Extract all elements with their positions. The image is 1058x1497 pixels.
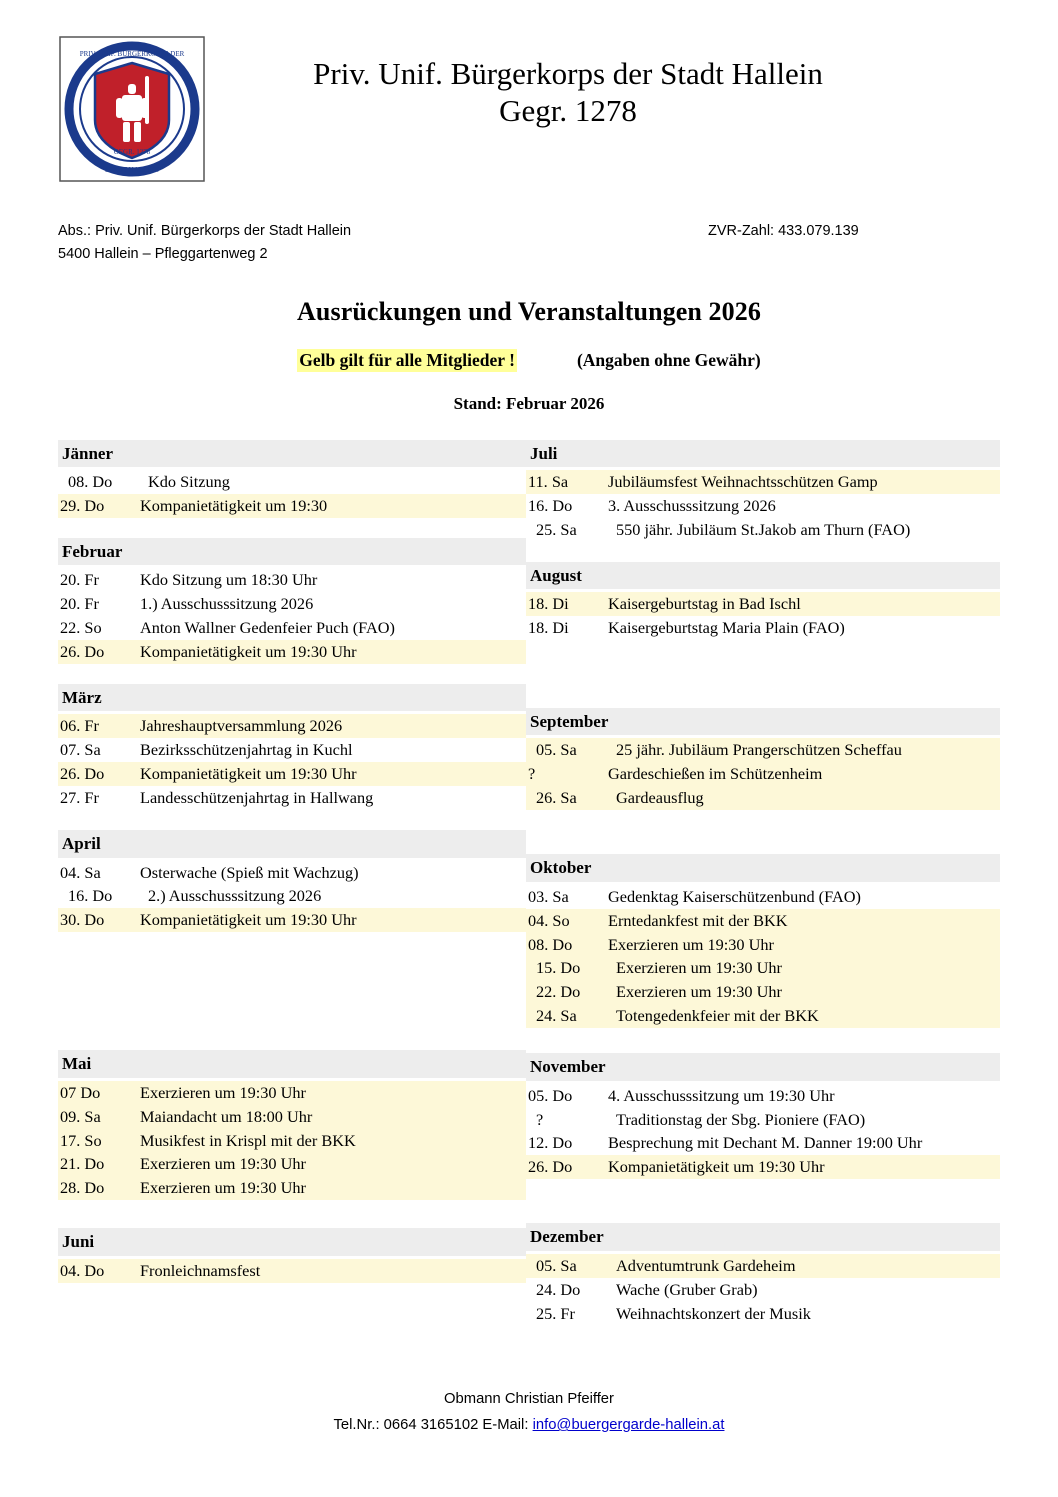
event-list	[58, 467, 526, 518]
sender-line-2: 5400 Hallein – Pfleggartenweg 2	[58, 246, 268, 263]
event-text: Gardeausflug	[616, 788, 704, 808]
event-text: Kompanietätigkeit um 19:30 Uhr	[140, 642, 357, 662]
list-item	[526, 494, 1000, 518]
event-date: 26. Sa	[536, 788, 577, 808]
event-date: 18. Di	[528, 618, 569, 638]
list-item	[526, 1108, 1000, 1132]
event-text: Osterwache (Spieß mit Wachzug)	[140, 862, 359, 882]
event-text: Exerzieren um 19:30 Uhr	[608, 934, 774, 954]
event-text: Jubiläumsfest Weihnachtsschützen Gamp	[608, 472, 878, 492]
list-item	[58, 908, 526, 932]
event-text: Exerzieren um 19:30 Uhr	[616, 982, 782, 1002]
list-item	[58, 1081, 526, 1105]
event-date: ?	[536, 1109, 544, 1129]
event-text: Maiandacht um 18:00 Uhr	[140, 1106, 313, 1126]
event-text: Musikfest in Krispl mit der BKK	[140, 1130, 356, 1150]
list-item	[58, 1105, 526, 1129]
disclaimer-note: (Angaben ohne Gewähr)	[576, 349, 761, 370]
list-item	[526, 470, 1000, 494]
list-item	[526, 1254, 1000, 1278]
svg-text:GEGR. 1278: GEGR. 1278	[113, 148, 151, 156]
event-date: 27. Fr	[60, 788, 99, 808]
header-titles	[206, 34, 1000, 129]
highlight-legend: Gelb gilt für alle Mitglieder !	[299, 349, 515, 370]
event-text: Wache (Gruber Grab)	[616, 1279, 758, 1299]
event-text: Bezirksschützenjahrtag in Kuchl	[140, 740, 353, 760]
month-heading: April	[58, 830, 526, 857]
list-item	[58, 470, 526, 494]
event-text: Kompanietätigkeit um 19:30	[140, 496, 328, 516]
list-item	[58, 568, 526, 592]
event-text: Exerzieren um 19:30 Uhr	[140, 1154, 306, 1174]
event-text: Kaisergeburtstag in Bad Ischl	[608, 594, 801, 614]
event-list	[526, 1081, 1000, 1180]
month-block	[526, 440, 1000, 562]
list-item	[526, 786, 1000, 810]
event-date: 30. Do	[60, 910, 105, 930]
month-heading: August	[526, 562, 1000, 589]
event-list	[526, 1251, 1000, 1326]
event-text: 4. Ausschusssitzung um 19:30 Uhr	[608, 1085, 835, 1105]
event-date: 26. Do	[60, 642, 105, 662]
event-text: Landesschützenjahrtag in Hallwang	[140, 788, 374, 808]
footer-contact-prefix: Tel.Nr.: 0664 3165102 E-Mail:	[333, 1417, 533, 1434]
list-item	[58, 616, 526, 640]
event-list	[58, 858, 526, 933]
document-header	[58, 34, 1000, 182]
month-heading: Juni	[58, 1228, 526, 1255]
event-date: 03. Sa	[528, 886, 569, 906]
event-text: Jahreshauptversammlung 2026	[140, 716, 343, 736]
event-date: 26. Do	[528, 1157, 573, 1177]
event-date: 16. Do	[528, 496, 573, 516]
organisation-name: Priv. Unif. Bürgerkorps der Stadt Hallein	[313, 56, 823, 91]
event-date: 22. So	[60, 618, 102, 638]
founding-year: Gegr. 1278	[499, 92, 637, 128]
month-block	[58, 830, 526, 1050]
event-list	[58, 1078, 526, 1201]
event-list	[526, 589, 1000, 640]
event-date: 05. Sa	[536, 1255, 577, 1275]
month-heading: Mai	[58, 1050, 526, 1077]
event-text: 25 jähr. Jubiläum Prangerschützen Scheffau	[616, 740, 902, 760]
event-date: 25. Fr	[536, 1303, 575, 1323]
event-date: 12. Do	[528, 1133, 573, 1153]
event-date: 11. Sa	[528, 472, 569, 492]
list-item	[58, 592, 526, 616]
month-block	[58, 684, 526, 830]
svg-text:STADT HALLEIN: STADT HALLEIN	[105, 166, 159, 174]
document-footer	[0, 1387, 1058, 1439]
list-item	[58, 861, 526, 885]
sender-line-1: Abs.: Priv. Unif. Bürgerkorps der Stadt Hallein	[58, 223, 352, 239]
crest-icon	[58, 34, 206, 182]
list-item	[526, 1131, 1000, 1155]
month-heading: März	[58, 684, 526, 711]
event-date: 07 Do	[60, 1082, 101, 1102]
event-date: 20. Fr	[60, 594, 99, 614]
event-date: 06. Fr	[60, 716, 99, 736]
event-list	[58, 711, 526, 810]
event-date: 09. Sa	[60, 1106, 101, 1126]
event-text: Exerzieren um 19:30 Uhr	[140, 1178, 306, 1198]
event-text: 3. Ausschusssitzung 2026	[608, 496, 776, 516]
list-item	[526, 933, 1000, 957]
event-date: ?	[528, 764, 536, 784]
event-date: 17. So	[60, 1130, 102, 1150]
event-text: Exerzieren um 19:30 Uhr	[140, 1082, 306, 1102]
list-item	[526, 518, 1000, 542]
list-item	[526, 909, 1000, 933]
address-block	[58, 220, 1000, 267]
list-item	[526, 885, 1000, 909]
calendar-column-left	[58, 440, 526, 1326]
month-block	[58, 440, 526, 538]
list-item	[58, 786, 526, 810]
event-date: 08. Do	[528, 934, 573, 954]
list-item	[526, 1155, 1000, 1179]
month-heading: Jänner	[58, 440, 526, 467]
page-title: Ausrückungen und Veranstaltungen 2026	[297, 296, 761, 326]
email-link[interactable]: info@buergergarde-hallein.at	[532, 1417, 725, 1434]
list-item	[58, 1152, 526, 1176]
month-block	[526, 1223, 1000, 1325]
event-list	[526, 735, 1000, 810]
month-block	[526, 708, 1000, 854]
zvr-number: ZVR-Zahl: 433.079.139	[708, 223, 859, 239]
event-text: Kompanietätigkeit um 19:30 Uhr	[140, 764, 357, 784]
list-item	[526, 980, 1000, 1004]
list-item	[58, 884, 526, 908]
event-text: Adventumtrunk Gardeheim	[616, 1255, 796, 1275]
revision-date: Stand: Februar 2026	[453, 393, 605, 413]
event-text: Traditionstag der Sbg. Pioniere (FAO)	[616, 1109, 866, 1129]
list-item	[526, 616, 1000, 640]
month-heading: November	[526, 1053, 1000, 1080]
event-text: Totengedenkfeier mit der BKK	[616, 1006, 819, 1026]
list-item	[526, 592, 1000, 616]
event-date: 21. Do	[60, 1154, 105, 1174]
month-block	[526, 854, 1000, 1053]
event-text: 1.) Ausschusssitzung 2026	[140, 594, 314, 614]
event-text: Erntedankfest mit der BKK	[608, 910, 788, 930]
event-list	[58, 1256, 526, 1283]
event-text: Weihnachtskonzert der Musik	[616, 1303, 811, 1323]
list-item	[526, 1084, 1000, 1108]
event-text: Gardeschießen im Schützenheim	[608, 764, 823, 784]
event-date: 25. Sa	[536, 520, 577, 540]
event-date: 15. Do	[536, 958, 581, 978]
list-item	[526, 1278, 1000, 1302]
calendar-grid	[58, 440, 1000, 1326]
event-list	[526, 467, 1000, 542]
list-item	[58, 1259, 526, 1283]
event-date: 26. Do	[60, 764, 105, 784]
month-heading: Dezember	[526, 1223, 1000, 1250]
event-date: 24. Sa	[536, 1006, 577, 1026]
event-date: 05. Sa	[536, 740, 577, 760]
event-list	[58, 565, 526, 664]
event-date: 20. Fr	[60, 570, 99, 590]
list-item	[58, 640, 526, 664]
month-heading: Oktober	[526, 854, 1000, 881]
event-text: Kompanietätigkeit um 19:30 Uhr	[608, 1157, 825, 1177]
event-text: Kaisergeburtstag Maria Plain (FAO)	[608, 618, 845, 638]
list-item	[58, 714, 526, 738]
event-text: Fronleichnamsfest	[140, 1260, 261, 1280]
list-item	[58, 1129, 526, 1153]
event-text: 550 jähr. Jubiläum St.Jakob am Thurn (FAO)	[616, 520, 911, 540]
event-text: Kompanietätigkeit um 19:30 Uhr	[140, 910, 357, 930]
event-date: 05. Do	[528, 1085, 573, 1105]
month-block	[58, 1228, 526, 1282]
event-text: Kdo Sitzung	[148, 472, 230, 492]
footer-chairman: Obmann Christian Pfeiffer	[444, 1391, 614, 1408]
list-item	[526, 956, 1000, 980]
event-date: 04. So	[528, 910, 570, 930]
list-item	[526, 1004, 1000, 1028]
event-text: Anton Wallner Gedenfeier Puch (FAO)	[140, 618, 395, 638]
event-date: 28. Do	[60, 1178, 105, 1198]
month-block	[526, 562, 1000, 708]
month-heading: Februar	[58, 538, 526, 565]
event-date: 08. Do	[68, 472, 113, 492]
list-item	[58, 1176, 526, 1200]
event-text: Exerzieren um 19:30 Uhr	[616, 958, 782, 978]
event-list	[526, 882, 1000, 1029]
event-date: 16. Do	[68, 886, 113, 906]
event-date: 04. Sa	[60, 862, 101, 882]
list-item	[526, 1302, 1000, 1326]
calendar-column-right	[526, 440, 1000, 1326]
event-date: 18. Di	[528, 594, 569, 614]
list-item	[526, 762, 1000, 786]
event-date: 07. Sa	[60, 740, 101, 760]
month-block	[526, 1053, 1000, 1223]
month-block	[58, 538, 526, 684]
event-text: Gedenktag Kaiserschützenbund (FAO)	[608, 886, 861, 906]
event-date: 29. Do	[60, 496, 105, 516]
list-item	[526, 738, 1000, 762]
list-item	[58, 738, 526, 762]
month-heading: Juli	[526, 440, 1000, 467]
event-date: 22. Do	[536, 982, 581, 1002]
event-date: 24. Do	[536, 1279, 581, 1299]
event-date: 04. Do	[60, 1260, 105, 1280]
event-text: 2.) Ausschusssitzung 2026	[148, 886, 322, 906]
footer-contact	[0, 1413, 1058, 1439]
subtitle-row	[58, 349, 1000, 372]
list-item	[58, 762, 526, 786]
month-block	[58, 1050, 526, 1228]
event-text: Besprechung mit Dechant M. Danner 19:00 Uhr	[608, 1133, 923, 1153]
svg-text:PRIV. UNIF. BÜRGERKORPS DER: PRIV. UNIF. BÜRGERKORPS DER	[79, 50, 185, 58]
event-text: Kdo Sitzung um 18:30 Uhr	[140, 570, 318, 590]
list-item	[58, 494, 526, 518]
month-heading: September	[526, 708, 1000, 735]
